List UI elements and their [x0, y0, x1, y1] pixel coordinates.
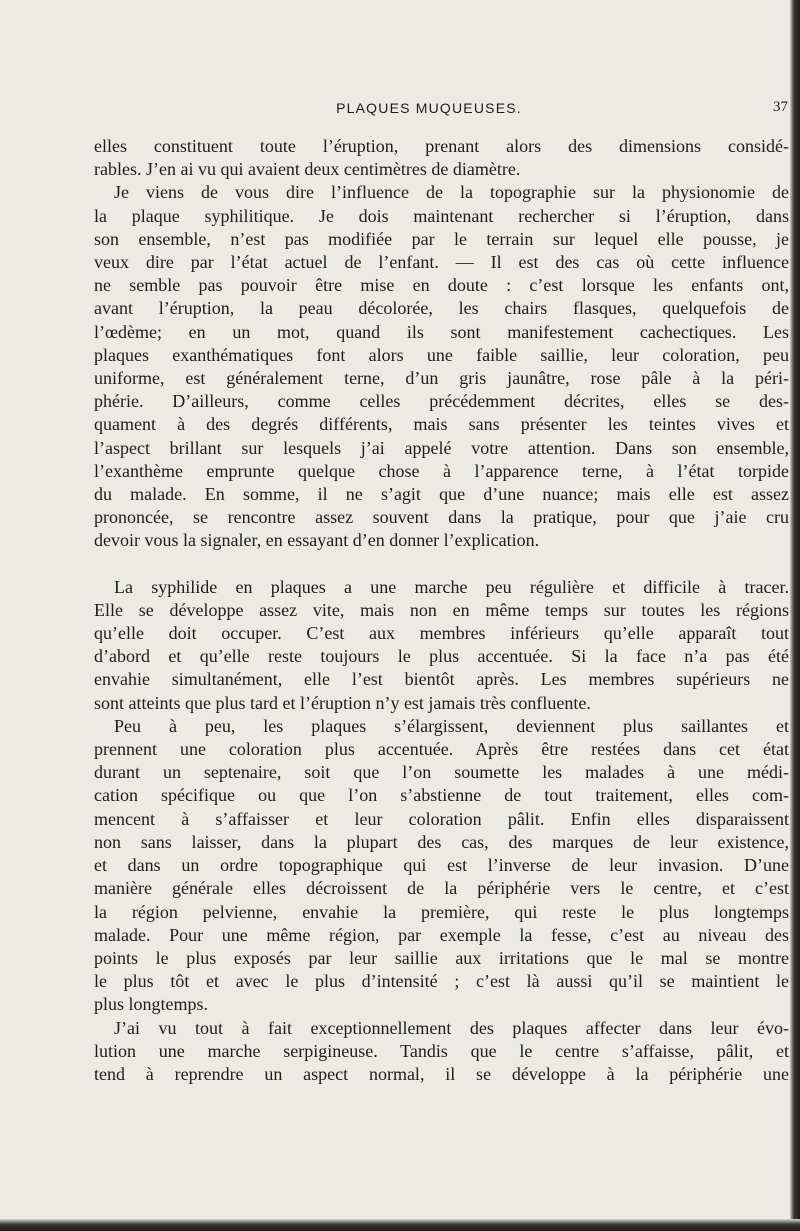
text-line: et dans un ordre topographique qui est l’inverse de leur invasion. D’une	[94, 855, 789, 876]
text-line: veux dire par l’état actuel de l’enfant. — Il est des cas où cette influence	[94, 252, 789, 273]
text-line: points le plus exposés par leur saillie aux irritations que le mal se montre	[94, 947, 789, 968]
text-line: la plaque syphilitique. Je dois maintenant rechercher si l’éruption, dans	[94, 205, 789, 226]
text-line: Je viens de vous dire l’influence de la topographie sur la physionomie de	[114, 182, 789, 203]
text-line: tend à reprendre un aspect normal, il se développe à la périphérie une	[94, 1063, 789, 1084]
text-line: prononcée, se rencontre assez souvent dans la pratique, pour que j’aie cru	[94, 507, 789, 528]
paragraph-4	[94, 715, 789, 1017]
text-line: d’abord et qu’elle reste toujours le plus accentuée. Si la face n’a pas été	[94, 646, 789, 667]
page-spine-shadow	[790, 0, 800, 1231]
text-line: durant un septenaire, soit que l’on soumette les malades à une médi-	[94, 762, 789, 783]
text-line: avant l’éruption, la peau décolorée, les chairs flasques, quelquefois de	[94, 298, 789, 319]
text-line: Peu à peu, les plaques s’élargissent, deviennent plus saillantes et	[114, 715, 789, 736]
text-line: quament à des degrés différents, mais sans présenter les teintes vives et	[94, 414, 789, 435]
text-line: du malade. En somme, il ne s’agit que d’une nuance; mais elle est assez	[94, 484, 789, 505]
text-line: l’œdème; en un mot, quand ils sont manifestement cachectiques. Les	[94, 321, 789, 342]
text-line: uniforme, est généralement terne, d’un gris jaunâtre, rose pâle à la péri-	[94, 368, 789, 389]
text-line: Elle se développe assez vite, mais non en même temps sur toutes les régions	[94, 599, 789, 620]
text-line: plus longtemps.	[94, 994, 209, 1015]
page-bottom-edge	[0, 1219, 800, 1231]
paragraph-5	[94, 1017, 789, 1087]
text-line: son ensemble, n’est pas modifiée par le terrain sur lequel elle pousse, je	[94, 228, 789, 249]
text-line: prennent une coloration plus accentuée. Après être restées dans cet état	[94, 739, 789, 760]
text-line: lution une marche serpigineuse. Tandis que le centre s’affaisse, pâlit, et	[94, 1040, 789, 1061]
text-line: phérie. D’ailleurs, comme celles précédemment décrites, elles se des-	[94, 391, 789, 412]
body-text	[94, 135, 789, 1086]
text-line: cation spécifique ou que l’on s’abstienne de tout traitement, elles com-	[94, 785, 789, 806]
paragraph-3	[94, 576, 789, 715]
text-line: rables. J’en ai vu qui avaient deux centimètres de diamètre.	[94, 159, 521, 180]
text-line: manière générale elles décroissent de la périphérie vers le centre, et c’est	[94, 878, 789, 899]
text-line: le plus tôt et avec le plus d’intensité ; c’est là aussi qu’il se maintient le	[94, 971, 789, 992]
paragraph-1	[94, 135, 789, 181]
text-line: non sans laisser, dans la plupart des cas, des marques de leur existence,	[94, 831, 789, 852]
text-line: sont atteints que plus tard et l’éruption n’y est jamais très confluente.	[94, 692, 591, 713]
text-line: qu’elle doit occuper. C’est aux membres inférieurs qu’elle apparaît tout	[94, 623, 789, 644]
text-line: plaques exanthématiques font alors une faible saillie, leur coloration, peu	[94, 344, 789, 365]
page-number: 37	[773, 99, 788, 115]
text-line: ne semble pas pouvoir être mise en doute : c’est lorsque les enfants ont,	[94, 275, 789, 296]
text-line: devoir vous la signaler, en essayant d’en donner l’explication.	[94, 530, 540, 551]
text-line: malade. Pour une même région, par exemple la fesse, c’est au niveau des	[94, 924, 789, 945]
running-head	[70, 96, 788, 120]
text-line: elles constituent toute l’éruption, prenant alors des dimensions considé-	[94, 136, 789, 156]
text-line: l’exanthème emprunte quelque chose à l’apparence terne, à l’état torpide	[94, 460, 789, 481]
running-title: PLAQUES MUQUEUSES.	[336, 100, 522, 116]
text-line: envahie simultanément, elle l’est bientôt après. Les membres supérieurs ne	[94, 669, 789, 690]
text-line: la région pelvienne, envahie la première, qui reste le plus longtemps	[94, 901, 789, 922]
text-line: J’ai vu tout à fait exceptionnellement des plaques affecter dans leur évo-	[114, 1017, 789, 1038]
paragraph-2	[94, 181, 789, 552]
text-line: mencent à s’affaisser et leur coloration pâlit. Enfin elles disparaissent	[94, 808, 789, 829]
text-line: l’aspect brillant sur lesquels j’ai appelé votre attention. Dans son ensemble,	[94, 437, 789, 458]
text-line: La syphilide en plaques a une marche peu régulière et difficile à tracer.	[114, 576, 789, 597]
